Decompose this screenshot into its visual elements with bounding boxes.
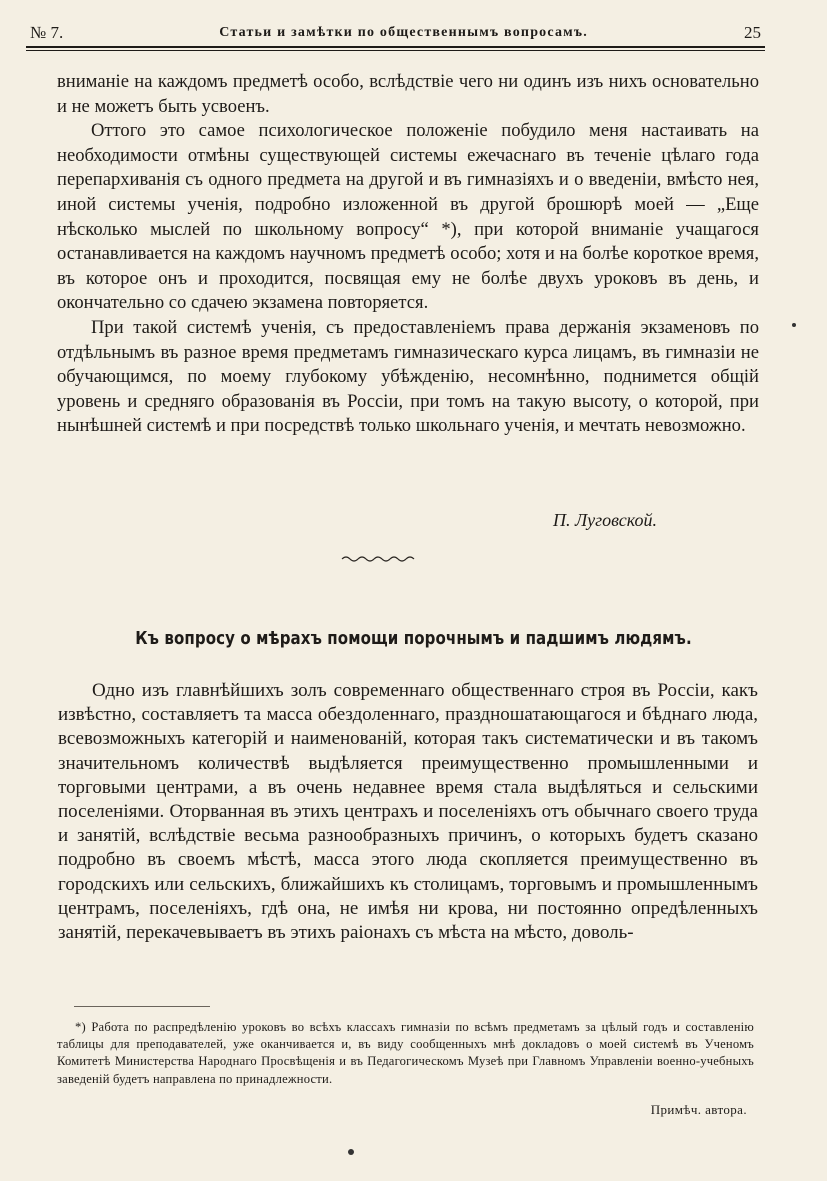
running-title: Статьи и замѣтки по общественнымъ вопросамъ.: [219, 25, 588, 40]
header-rule-thin: [26, 50, 765, 51]
paragraph: вниманіе на каждомъ предметѣ особо, вслѣдствіе чего ни одинъ изъ нихъ основательно и не можетъ быть усвоенъ.: [57, 71, 759, 117]
issue-number: № 7.: [30, 23, 64, 42]
page-speck: [348, 1149, 354, 1155]
author-signature: П. Луговской.: [552, 510, 657, 530]
page-speck: [792, 323, 796, 327]
article-2-title: Къ вопросу о мѣрахъ помощи порочнымъ и падшимъ людямъ.: [135, 629, 692, 649]
footnote-rule: [74, 1006, 210, 1007]
footnote-sign: Примѣч. автора.: [650, 1102, 747, 1117]
page-number: 25: [744, 23, 761, 42]
article-2-body: [58, 679, 758, 945]
paragraph: Одно изъ главнѣйшихъ золъ современнаго общественнаго строя въ Россіи, какъ извѣстно, составляетъ та масса обездоленнаго, праздношатающагося и бѣднаго люда, всевозможныхъ категорій и наименованій, которая такъ систематически и въ такомъ значительномъ количествѣ выдѣляется преимущественно промышленными и торговыми центрами, а въ очень недавнее время стала выдѣляться и сельскими поселеніями. Оторванная въ этихъ центрахъ и поселеніяхъ отъ обычнаго своего труда и занятій, вслѣдствіе весьма разнообразныхъ причинъ, о которыхъ будетъ сказано подробно въ своемъ мѣстѣ, масса этого люда скопляется преимущественно въ городскихъ или сельскихъ, ближайшихъ къ столицамъ, торговымъ и промышленнымъ центрамъ, поселеніяхъ, гдѣ она, не имѣя ни крова, ни постоянно опредѣленныхъ занятій, перекачевываетъ въ этихъ раіонахъ съ мѣста на мѣсто, доволь-: [58, 680, 758, 944]
article-1-body: [57, 70, 759, 439]
running-header: [30, 20, 761, 46]
paragraph: Оттого это самое психологическое положеніе побудило меня настаивать на необходимости отмѣны существующей системы ежечаснаго въ теченіе цѣлаго года перепархиванія съ одного предмета на другой и въ гимназіяхъ и о введеніи, вмѣсто нея, иной системы ученія, подробно изложенной въ другой брошюрѣ моей — „Еще нѣсколько мыслей по школьному вопросу“ *), при которой вниманіе учащагося останавливается на каждомъ научномъ предметѣ особо; хотя и на болѣе короткое время, въ которое онъ и проходится, посвящая ему не болѣе двухъ уроковъ въ день, и окончательно со сдачею экзамена повторяется.: [57, 120, 759, 314]
ornament-divider: [340, 552, 416, 566]
footnote: [57, 1019, 754, 1088]
paragraph: При такой системѣ ученія, съ предоставленіемъ права держанія экзаменовъ по отдѣльнымъ въ разное время предметамъ гимназическаго курса лицамъ, въ гимназіи не обучающимся, по моему глубокому убѣжденію, несомнѣнно, поднимется общій уровень и средняго образованія въ Россіи, при томъ на такую высоту, о которой, при нынѣшней системѣ и при посредствѣ только школьнаго ученія, и мечтать невозможно.: [57, 316, 759, 437]
header-rule: [26, 46, 765, 48]
footnote-text: *) Работа по распредѣленію уроковъ во всѣхъ классахъ гимназіи по всѣмъ предметамъ за цѣлый годъ и составленію таблицы для преподавателей, уже оканчивается и, въ виду сообщенныхъ мнѣ докладовъ о моей системѣ въ Ученомъ Комитетѣ Министерства Народнаго Просвѣщенія и въ Педагогическомъ Музеѣ при Главномъ Управленіи военно-учебныхъ заведеній будетъ направлена по принадлежности.: [57, 1020, 754, 1086]
